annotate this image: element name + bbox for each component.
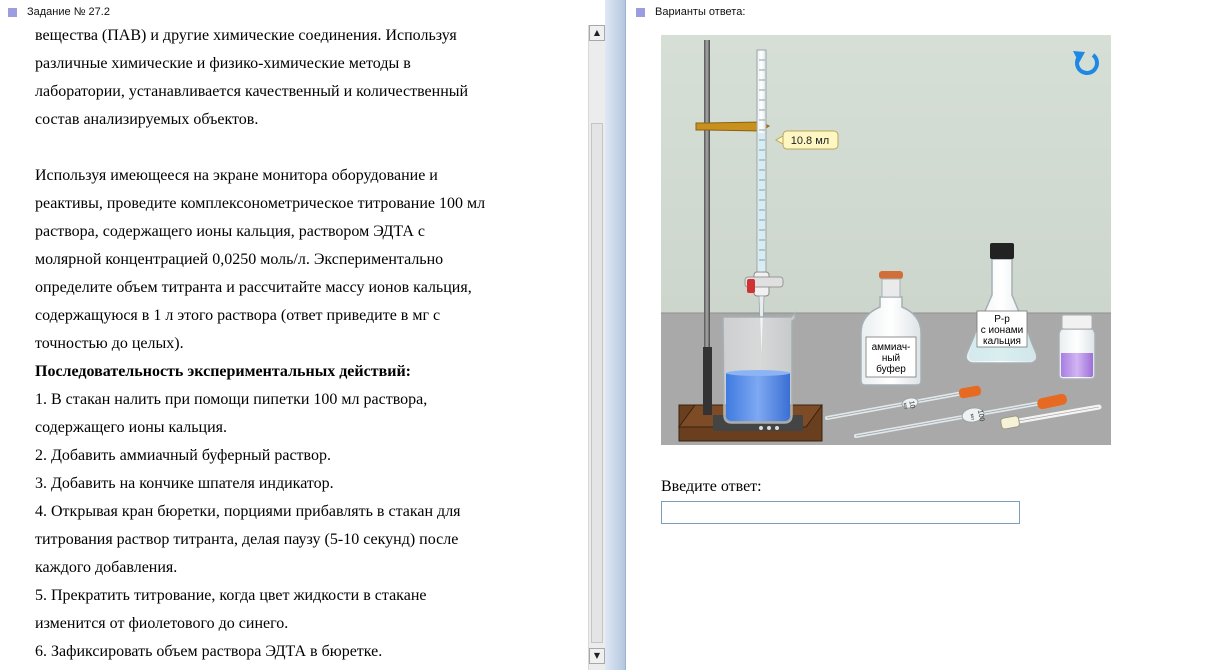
buffer-label-line: аммиач- xyxy=(871,342,911,353)
steps-heading: Последовательность экспериментальных действий: xyxy=(35,363,411,380)
answer-header xyxy=(636,5,745,19)
text-line: лаборатории, устанавливается качественный и количественный xyxy=(35,83,469,100)
burette-ticks xyxy=(759,60,765,260)
scroll-down-button[interactable]: ▼ xyxy=(589,648,605,664)
flask-label-line: кальция xyxy=(983,336,1021,347)
pane-splitter[interactable] xyxy=(605,0,626,670)
buffer-bottle-stopper xyxy=(879,271,903,279)
step-line: содержащего ионы кальция. xyxy=(35,419,228,436)
burette-reading: 10.8 мл xyxy=(790,135,830,147)
titration-lab xyxy=(661,35,1111,445)
task-text xyxy=(35,22,580,666)
step-line: 3. Добавить на кончике шпателя индикатор. xyxy=(35,475,334,492)
plate-knob[interactable] xyxy=(767,426,771,430)
scroll-up-button[interactable]: ▲ xyxy=(589,25,605,41)
step-line: изменится от фиолетового до синего. xyxy=(35,615,289,632)
text-line: определите объем титранта и рассчитайте массу ионов кальция, xyxy=(35,279,472,296)
step-line: титрования раствор титранта, делая паузу (5-10 секунд) после xyxy=(35,531,459,548)
text-line: точностью до целых). xyxy=(35,335,184,352)
flask-label-line: с ионами xyxy=(980,325,1024,336)
text-line: молярной концентрацией 0,0250 моль/л. Экспериментально xyxy=(35,251,444,268)
step-line: 1. В стакан налить при помощи пипетки 100 мл раствора, xyxy=(35,391,428,408)
header-bullet-icon xyxy=(636,8,645,17)
text-line: реактивы, проведите комплексонометрическое титрование 100 мл xyxy=(35,195,486,212)
plate-knob[interactable] xyxy=(759,426,763,430)
buffer-label-line: буфер xyxy=(876,364,906,375)
task-scrollbar[interactable] xyxy=(588,25,606,670)
flask-stopper xyxy=(990,243,1014,259)
answer-options-title: Варианты ответа: xyxy=(655,6,746,18)
step-line: 2. Добавить аммиачный буферный раствор. xyxy=(35,447,331,464)
answer-panel xyxy=(626,0,1215,670)
step-line: каждого добавления. xyxy=(35,559,178,576)
pipette-10-unit: мл xyxy=(901,402,909,410)
header-bullet-icon xyxy=(8,8,17,17)
beaker-liquid-surface xyxy=(726,370,790,376)
text-line: раствора, содержащего ионы кальция, раствором ЭДТА с xyxy=(35,223,426,240)
buffer-bottle-neck xyxy=(882,279,900,297)
text-line: различные химические и физико-химические методы в xyxy=(35,55,411,72)
pipette-100-unit: мл xyxy=(968,413,976,421)
task-header xyxy=(8,5,110,19)
task-title: Задание № 27.2 xyxy=(27,6,110,18)
answer-label: Введите ответ: xyxy=(661,478,762,495)
step-line: 5. Прекратить титрование, когда цвет жидкости в стакане xyxy=(35,587,427,604)
answer-input[interactable] xyxy=(661,501,1020,524)
indicator-powder xyxy=(1061,353,1093,377)
text-line: состав анализируемых объектов. xyxy=(35,111,259,128)
step-line: 6. Зафиксировать объем раствора ЭДТА в бюретке. xyxy=(35,643,383,660)
pipette-10-volume: 10 xyxy=(907,400,916,410)
pipette-100-volume: 100 xyxy=(976,409,985,423)
buffer-label-line: ный xyxy=(881,353,901,364)
text-line: содержащуюся в 1 л этого раствора (ответ приведите в мг с xyxy=(35,307,441,324)
task-panel xyxy=(0,0,605,670)
step-line: 4. Открывая кран бюретки, порциями прибавлять в стакан для xyxy=(35,503,461,520)
beaker-liquid xyxy=(726,373,790,421)
flask-label-line: Р-р xyxy=(994,314,1010,325)
scroll-thumb[interactable] xyxy=(591,123,603,643)
text-line: Используя имеющееся на экране монитора оборудование и xyxy=(35,167,438,184)
plate-knob[interactable] xyxy=(775,426,779,430)
burette-stopcock-knob[interactable] xyxy=(747,279,755,293)
text-line: вещества (ПАВ) и другие химические соединения. Используя xyxy=(35,27,457,44)
indicator-jar-lid xyxy=(1062,315,1092,329)
rod-cap xyxy=(703,347,712,415)
paragraph-gap xyxy=(35,134,580,162)
